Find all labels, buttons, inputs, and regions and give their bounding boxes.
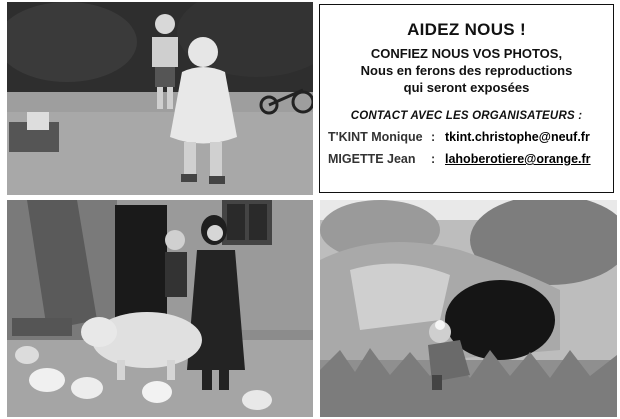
photo-pig-image bbox=[7, 200, 313, 417]
contact-row-migette bbox=[320, 152, 613, 166]
photo-cave-child bbox=[320, 200, 617, 417]
contact-separator: : bbox=[431, 152, 436, 166]
headline: AIDEZ NOUS ! bbox=[407, 20, 526, 39]
photo-cave-image bbox=[320, 200, 617, 417]
appeal-line-3: qui seront exposées bbox=[403, 80, 530, 95]
contact-separator: : bbox=[431, 130, 436, 144]
contact-email-link[interactable]: tkint.christophe@neuf.fr bbox=[445, 130, 590, 144]
appeal-line-1: CONFIEZ NOUS VOS PHOTOS, bbox=[370, 46, 563, 61]
appeal-line-2: Nous en ferons des reproductions bbox=[360, 63, 573, 78]
contact-row-tkint bbox=[320, 130, 613, 144]
contact-title: CONTACT AVEC LES ORGANISATEURS : bbox=[350, 110, 583, 122]
contact-name: MIGETTE Jean bbox=[328, 152, 416, 166]
contact-email-link[interactable]: lahoberotiere@orange.fr bbox=[445, 152, 591, 166]
contact-name: T'KINT Monique bbox=[328, 130, 423, 144]
info-panel bbox=[319, 4, 614, 193]
photo-farm-pig bbox=[7, 200, 313, 417]
photo-toddler-yard bbox=[7, 2, 313, 195]
photo-toddler-image bbox=[7, 2, 313, 195]
